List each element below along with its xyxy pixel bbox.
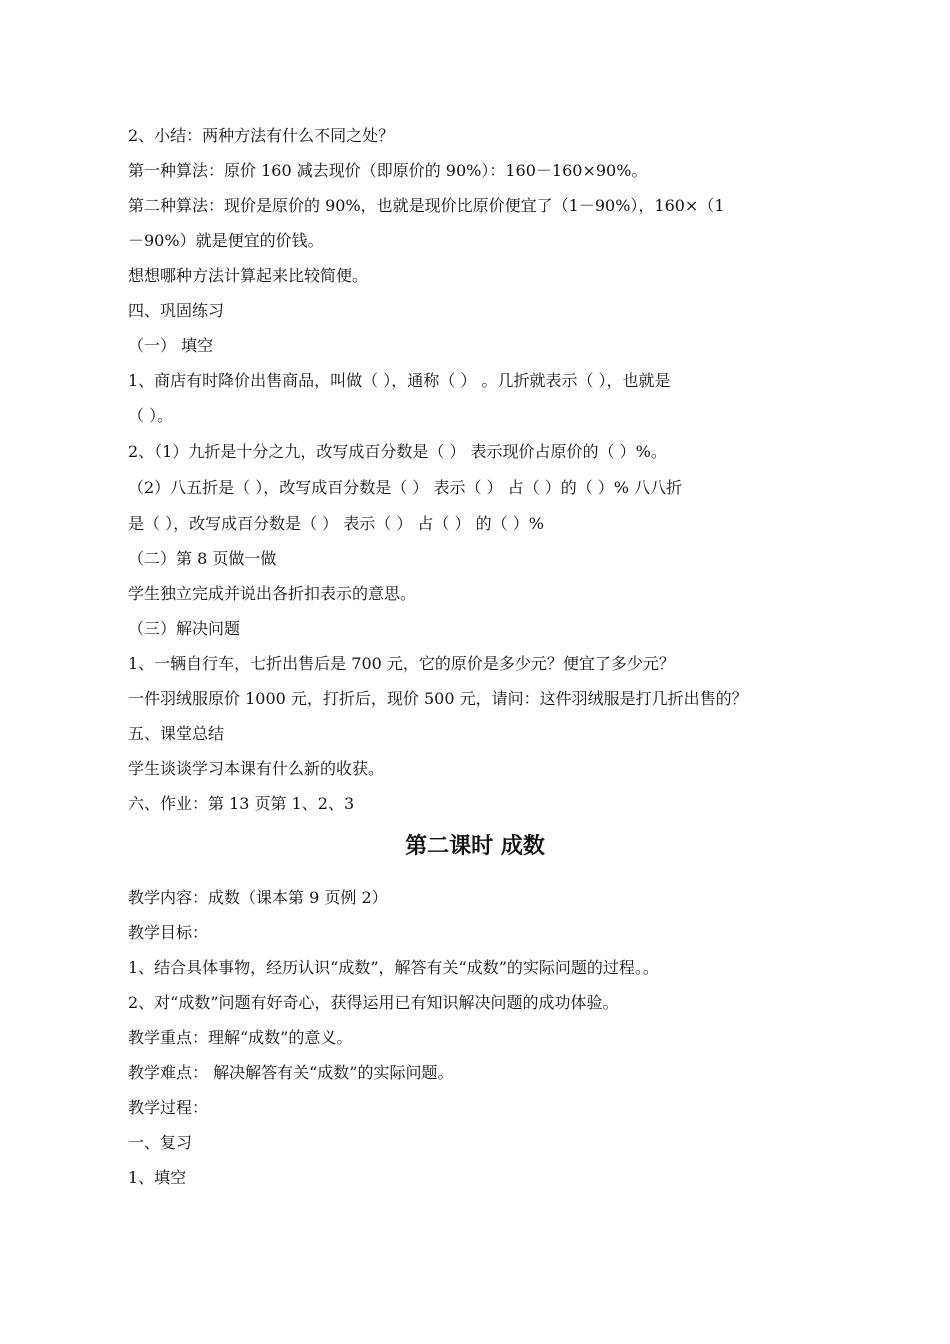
section-heading: 一、复习 [128, 1133, 193, 1152]
text-line: 教学过程： [128, 1098, 209, 1117]
text-line: 1、填空 [128, 1168, 187, 1187]
text-line: 1、结合具体事物，经历认识“成数”，解答有关“成数”的实际问题的过程。。 [128, 958, 659, 977]
subsection-heading: （一） 填空 [128, 336, 214, 355]
text-line: 第二种算法：现价是原价的 90%，也就是现价比原价便宜了（1－90%），160×（1 [128, 196, 725, 215]
text-line: 第一种算法：原价 160 减去现价（即原价的 90%）：160－160×90%。 [128, 161, 648, 180]
section-heading: 六、作业：第 13 页第 1、2、3 [128, 794, 355, 813]
text-line: 2、小结：两种方法有什么不同之处？ [128, 126, 395, 145]
text-line: （ ）。 [128, 406, 174, 425]
text-line: 一件羽绒服原价 1000 元，打折后，现价 500 元，请问：这件羽绒服是打几折出售的？ [128, 689, 748, 708]
text-line: －90%）就是便宜的价钱。 [128, 231, 324, 250]
text-line: 学生谈谈学习本课有什么新的收获。 [128, 759, 385, 778]
section-heading: 四、巩固练习 [128, 301, 225, 320]
text-line: 是（ ），改写成百分数是（ ） 表示（ ） 占（ ） 的（ ）% [128, 514, 544, 533]
text-line: 教学内容：成数（课本第 9 页例 2） [128, 888, 388, 907]
subsection-heading: （二）第 8 页做一做 [128, 549, 277, 568]
text-line: 想想哪种方法计算起来比较简便。 [128, 266, 369, 285]
text-line: 学生独立完成并说出各折扣表示的意思。 [128, 584, 417, 603]
text-line: 2、对“成数”问题有好奇心，获得运用已有知识解决问题的成功体验。 [128, 993, 619, 1012]
section-heading: 五、课堂总结 [128, 724, 225, 743]
text-line: 2、（1）九折是十分之九，改写成百分数是（ ） 表示现价占原价的（ ）%。 [128, 442, 667, 461]
text-line: 1、一辆自行车，七折出售后是 700 元，它的原价是多少元？便宜了多少元？ [128, 654, 675, 673]
text-line: （2）八五折是（ ），改写成百分数是（ ） 表示（ ） 占（ ）的（ ）% 八八折 [128, 478, 683, 497]
text-line: 教学难点： 解决解答有关“成数”的实际问题。 [128, 1063, 454, 1082]
text-line: 1、商店有时降价出售商品，叫做（ ），通称（ ） 。几折就表示（ ），也就是 [128, 371, 671, 390]
subsection-heading: （三）解决问题 [128, 619, 241, 638]
text-line: 教学目标： [128, 923, 209, 942]
text-line: 教学重点：理解“成数”的意义。 [128, 1028, 353, 1047]
lesson-title: 第二课时 成数 [405, 834, 545, 859]
